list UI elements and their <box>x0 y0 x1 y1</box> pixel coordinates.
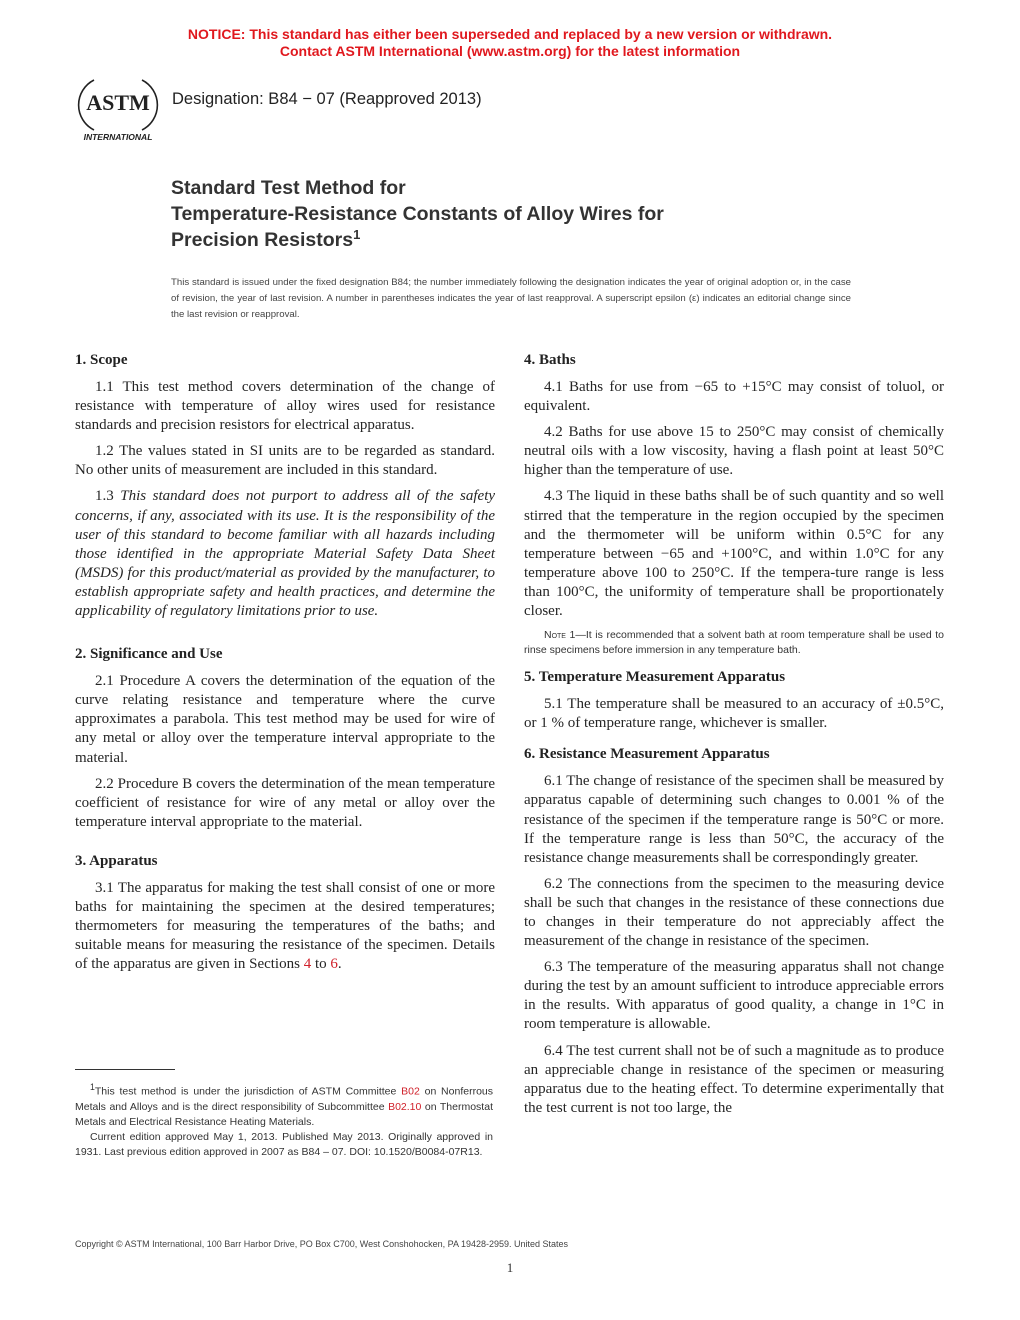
committee-b02-link[interactable]: B02 <box>401 1085 420 1098</box>
para-3-1 <box>75 879 495 974</box>
section-6-link[interactable]: 6 <box>330 956 338 973</box>
title-footnote-mark: 1 <box>353 227 361 242</box>
para-4-1: 4.1 Baths for use from −65 to +15°C may consist of toluol, or equivalent. <box>524 379 944 415</box>
issue-note: This standard is issued under the fixed designation B84; the number immediately following the designation indicates the year of original adoption or, in the case of revision, the year of last revision. A number in parentheses indicates the year of last reapproval. A superscript epsilon (ε) indicates an editorial change since the last revision or reapproval. <box>171 277 851 320</box>
para-1-2: 1.2 The values stated in SI units are to be regarded as standard. No other units of measurement are included in this standard. <box>75 443 495 479</box>
title-line-3-text: Precision Resistors <box>171 229 354 251</box>
footnote-text-1: This test method is under the jurisdiction of ASTM Committee <box>94 1085 402 1098</box>
copyright: Copyright © ASTM International, 100 Barr Harbor Drive, PO Box C700, West Conshohocken, PA 19428-2959. United States <box>75 1239 569 1249</box>
footnote-text-3: on Thermostat Metals and Electrical Resistance Heating Materials. <box>75 1100 493 1128</box>
footnote-divider <box>75 1069 175 1070</box>
section-5-heading: 5. Temperature Measurement Apparatus <box>524 669 786 686</box>
para-6-1: 6.1 The change of resistance of the specimen shall be measured by apparatus capable of determining such changes to 0.001 % of the resistance of the specimen if the temperature range is 50°C or more. If the temperature range is less than 50°C, the accuracy of the resistance change measurements shall be correspondingly greater. <box>524 773 944 866</box>
notice-line-2: Contact ASTM International (www.astm.org) for the latest information <box>279 43 741 59</box>
right-column <box>524 351 944 1125</box>
para-1-3-number: 1.3 <box>95 488 121 505</box>
footnote-mark: 1 <box>90 1082 95 1092</box>
section-3-heading: 3. Apparatus <box>75 852 158 869</box>
page-number: 1 <box>506 1260 514 1275</box>
para-3-1-end: . <box>337 956 342 973</box>
subcommittee-b02-10-link[interactable]: B02.10 <box>388 1100 422 1113</box>
section-1-heading: 1. Scope <box>75 352 128 368</box>
title-line-1: Standard Test Method for <box>171 177 406 199</box>
notice-line-1: NOTICE: This standard has either been superseded and replaced by a new version or withdrawn. <box>187 26 833 42</box>
section-2-heading: 2. Significance and Use <box>75 646 223 663</box>
document-title <box>171 175 871 253</box>
footnote-1b: Current edition approved May 1, 2013. Published May 2013. Originally approved in 1931. Last previous edition approved in 2007 as B84 – 07. DOI: 10.1520/B0084-07R13. <box>75 1130 493 1158</box>
footnote-1a <box>75 1080 493 1130</box>
logo-mark: ASTM <box>86 90 150 115</box>
note-1-text: —It is recommended that a solvent bath at room temperature shall be used to rinse specimens before immersion in any temperature bath. <box>524 629 944 657</box>
para-1-3-text: This standard does not purport to address all of the safety concerns, if any, associated with its use. It is the responsibility of the user of this standard to become familiar with all hazards including those identified in the appropriate Material Safety Data Sheet (MSDS) for this product/material as provided by the manufacturer, to establish appropriate safety and health practices, and determine the applicability of regulatory limitations prior to use. <box>75 488 496 620</box>
withdrawal-notice <box>0 26 1020 60</box>
title-line-2: Temperature-Resistance Constants of Alloy Wires for <box>171 203 664 225</box>
para-3-1-text: 3.1 The apparatus for making the test shall consist of one or more baths for maintaining the specimen at the desired temperatures; thermometers for measuring the temperatures of the baths; and suitable means for measuring the resistance of the specimen. Details of the apparatus are given in Sections <box>75 879 495 973</box>
note-1-label: Note 1 <box>544 629 576 642</box>
para-4-3: 4.3 The liquid in these baths shall be of such quantity and so well stirred that the temperature in the region occupied by the specimen and the thermometer will be uniform within 0.5°C for any temperature between −65 and +100°C, and within 1.0°C for any temperature above 100 to 250°C. If the tempera-ture range is less than 100°C, the uniformity of temperature shall be proportionately closer. <box>524 488 944 620</box>
footnote <box>75 1080 493 1160</box>
para-1-3 <box>75 487 495 621</box>
section-4-heading: 4. Baths <box>524 352 576 368</box>
para-6-4: 6.4 The test current shall not be of such a magnitude as to produce an appreciable change in resistance of the specimen or measuring apparatus due to the heating effect. To determine experimentally that the test current is not too large, the <box>524 1042 944 1116</box>
astm-logo <box>76 74 160 144</box>
para-6-3: 6.3 The temperature of the measuring apparatus shall not change during the test by an amount sufficient to introduce appreciable errors in the results. With apparatus of good quality, a change in 1°C in room temperature is allowable. <box>524 959 944 1033</box>
para-6-2: 6.2 The connections from the specimen to the measuring device shall be such that changes in the resistance of these connections due to changes in their temperature do not appreciably affect the measurement of the change in resistance of the specimen. <box>524 875 944 950</box>
para-3-1-mid: to <box>311 956 331 973</box>
para-2-2: 2.2 Procedure B covers the determination of the mean temperature coefficient of resistance for wire of any metal or alloy over the temperature interval appropriate to the material. <box>75 775 495 830</box>
section-6-heading: 6. Resistance Measurement Apparatus <box>524 746 770 763</box>
title-line-3 <box>171 227 871 253</box>
footnote-text-2: on Nonferrous Metals and Alloys and is the direct responsibility of Subcommittee <box>75 1085 493 1113</box>
logo-text: INTERNATIONAL <box>83 132 153 142</box>
para-5-1: 5.1 The temperature shall be measured to an accuracy of ±0.5°C, or 1 % of temperature range, whichever is smaller. <box>524 696 944 732</box>
para-2-1: 2.1 Procedure A covers the determination of the equation of the curve relating resistance and temperature where the curve approximates a parabola. This test method may be used for wire of any metal or alloy over the temperature interval appropriate to the material. <box>75 673 495 766</box>
designation: Designation: B84 − 07 (Reapproved 2013) <box>172 90 482 108</box>
para-4-2: 4.2 Baths for use above 15 to 250°C may consist of chemically neutral oils with a low viscosity, having a flash point at least 50°C higher than the temperature of use. <box>524 424 944 479</box>
section-4-link[interactable]: 4 <box>303 956 312 973</box>
note-1 <box>524 628 944 658</box>
left-column <box>75 351 495 981</box>
para-1-1: 1.1 This test method covers determination of the change of resistance with temperature of alloy wires used for resistance standards and precision resistors for electrical apparatus. <box>75 379 495 434</box>
